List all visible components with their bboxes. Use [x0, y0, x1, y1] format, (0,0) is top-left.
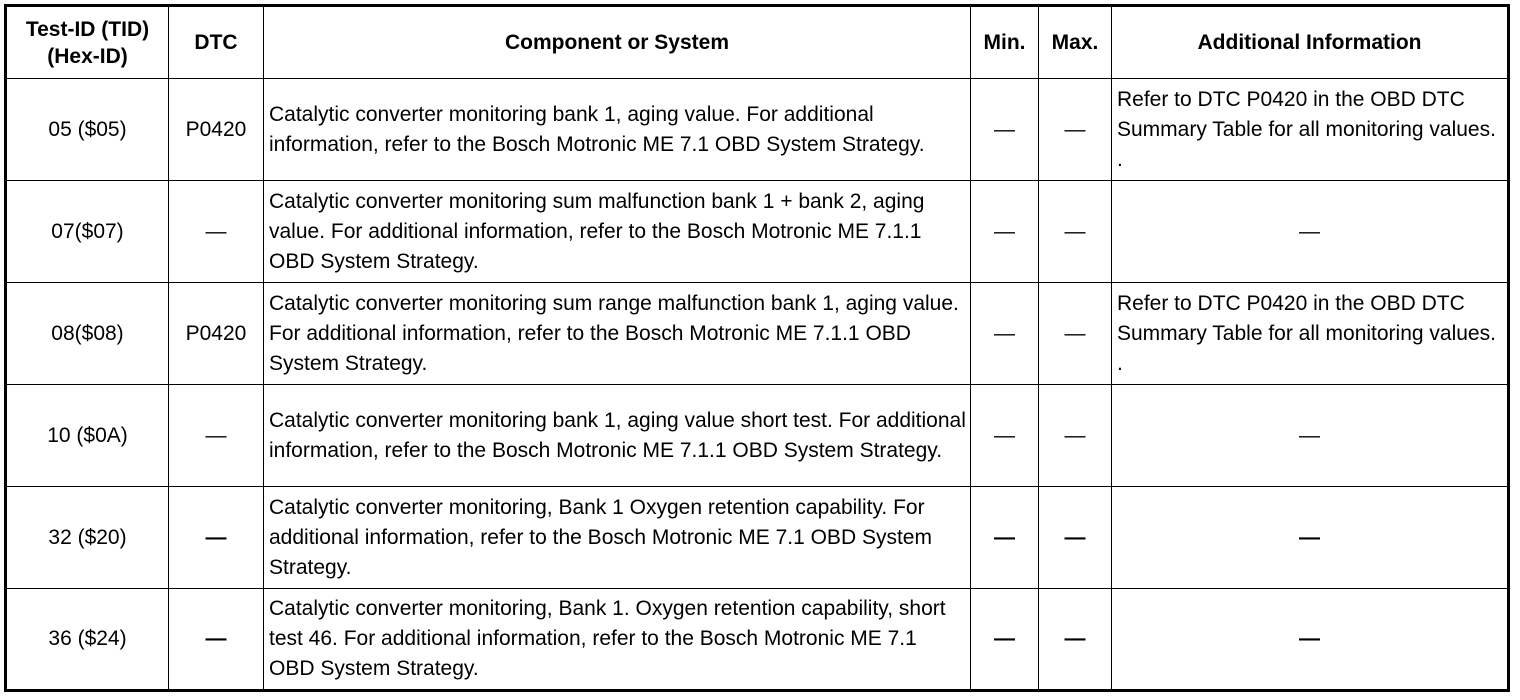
max-value: —	[1064, 627, 1086, 650]
obd-test-table	[4, 4, 1510, 692]
min-cell	[971, 385, 1039, 487]
header-test-id-line2: (Hex-ID)	[47, 44, 128, 68]
component-cell: Catalytic converter monitoring sum range malfunction bank 1, aging value. For additional information, refer to the Bosch Motronic ME 7.1.1 OBD System Strategy.	[264, 283, 971, 385]
min-value: —	[994, 627, 1015, 650]
max-value: —	[1064, 219, 1086, 243]
max-value: —	[1064, 321, 1086, 345]
min-cell	[971, 79, 1039, 181]
min-value: —	[994, 525, 1015, 549]
header-test-id-line1: Test-ID (TID)	[25, 17, 150, 41]
additional-info-cell: Refer to DTC P0420 in the OBD DTC Summary Table for all monitoring values. .	[1112, 283, 1509, 385]
min-cell	[971, 589, 1039, 691]
additional-info-cell	[1112, 181, 1509, 283]
dtc-cell	[169, 181, 264, 283]
max-cell	[1039, 283, 1112, 385]
dtc-cell: P0420	[169, 283, 264, 385]
info-value: —	[1299, 219, 1320, 243]
min-value: —	[994, 423, 1015, 447]
table-row	[6, 181, 1509, 283]
header-test-id	[6, 6, 169, 79]
min-cell	[971, 283, 1039, 385]
component-cell: Catalytic converter monitoring bank 1, aging value. For additional information, refer to the Bosch Motronic ME 7.1 OBD System Strategy.	[264, 79, 971, 181]
max-cell	[1039, 79, 1112, 181]
dtc-value: —	[205, 219, 227, 243]
additional-info-cell	[1112, 385, 1509, 487]
max-value: —	[1064, 117, 1086, 141]
test-id-cell: 05 ($05)	[6, 79, 169, 181]
max-cell	[1039, 181, 1112, 283]
test-id-cell: 10 ($0A)	[6, 385, 169, 487]
dtc-value: —	[205, 525, 227, 549]
dtc-cell: P0420	[169, 79, 264, 181]
min-value: —	[994, 321, 1015, 345]
header-dtc: DTC	[169, 6, 264, 79]
header-additional-info: Additional Information	[1112, 6, 1509, 79]
dtc-cell	[169, 487, 264, 589]
table-row	[6, 283, 1509, 385]
info-value: —	[1299, 423, 1320, 447]
min-value: —	[994, 117, 1015, 141]
dtc-cell	[169, 385, 264, 487]
max-value: —	[1064, 525, 1086, 549]
test-id-cell: 07($07)	[6, 181, 169, 283]
header-min: Min.	[971, 6, 1039, 79]
table-row	[6, 385, 1509, 487]
min-value: —	[994, 219, 1015, 243]
header-max: Max.	[1039, 6, 1112, 79]
test-id-cell: 36 ($24)	[6, 589, 169, 691]
component-cell: Catalytic converter monitoring, Bank 1 Oxygen retention capability. For additional information, refer to the Bosch Motronic ME 7.1 OBD System Strategy.	[264, 487, 971, 589]
table-row	[6, 487, 1509, 589]
dtc-value: —	[205, 627, 227, 650]
header-component: Component or System	[264, 6, 971, 79]
min-cell	[971, 181, 1039, 283]
header-row	[6, 6, 1509, 79]
test-id-cell: 32 ($20)	[6, 487, 169, 589]
info-value: —	[1299, 627, 1320, 650]
additional-info-cell	[1112, 589, 1509, 691]
table-row	[6, 589, 1509, 691]
max-cell	[1039, 385, 1112, 487]
dtc-cell	[169, 589, 264, 691]
max-cell	[1039, 487, 1112, 589]
component-cell: Catalytic converter monitoring bank 1, aging value short test. For additional information, refer to the Bosch Motronic ME 7.1.1 OBD System Strategy.	[264, 385, 971, 487]
additional-info-cell	[1112, 487, 1509, 589]
component-cell: Catalytic converter monitoring sum malfunction bank 1 + bank 2, aging value. For additional information, refer to the Bosch Motronic ME 7.1.1 OBD System Strategy.	[264, 181, 971, 283]
additional-info-cell: Refer to DTC P0420 in the OBD DTC Summary Table for all monitoring values. .	[1112, 79, 1509, 181]
min-cell	[971, 487, 1039, 589]
component-cell: Catalytic converter monitoring, Bank 1. Oxygen retention capability, short test 46. For additional information, refer to the Bosch Motronic ME 7.1 OBD System Strategy.	[264, 589, 971, 691]
max-value: —	[1064, 423, 1086, 447]
table-row	[6, 79, 1509, 181]
max-cell	[1039, 589, 1112, 691]
info-value: —	[1299, 525, 1320, 549]
test-id-cell: 08($08)	[6, 283, 169, 385]
dtc-value: —	[205, 423, 227, 447]
